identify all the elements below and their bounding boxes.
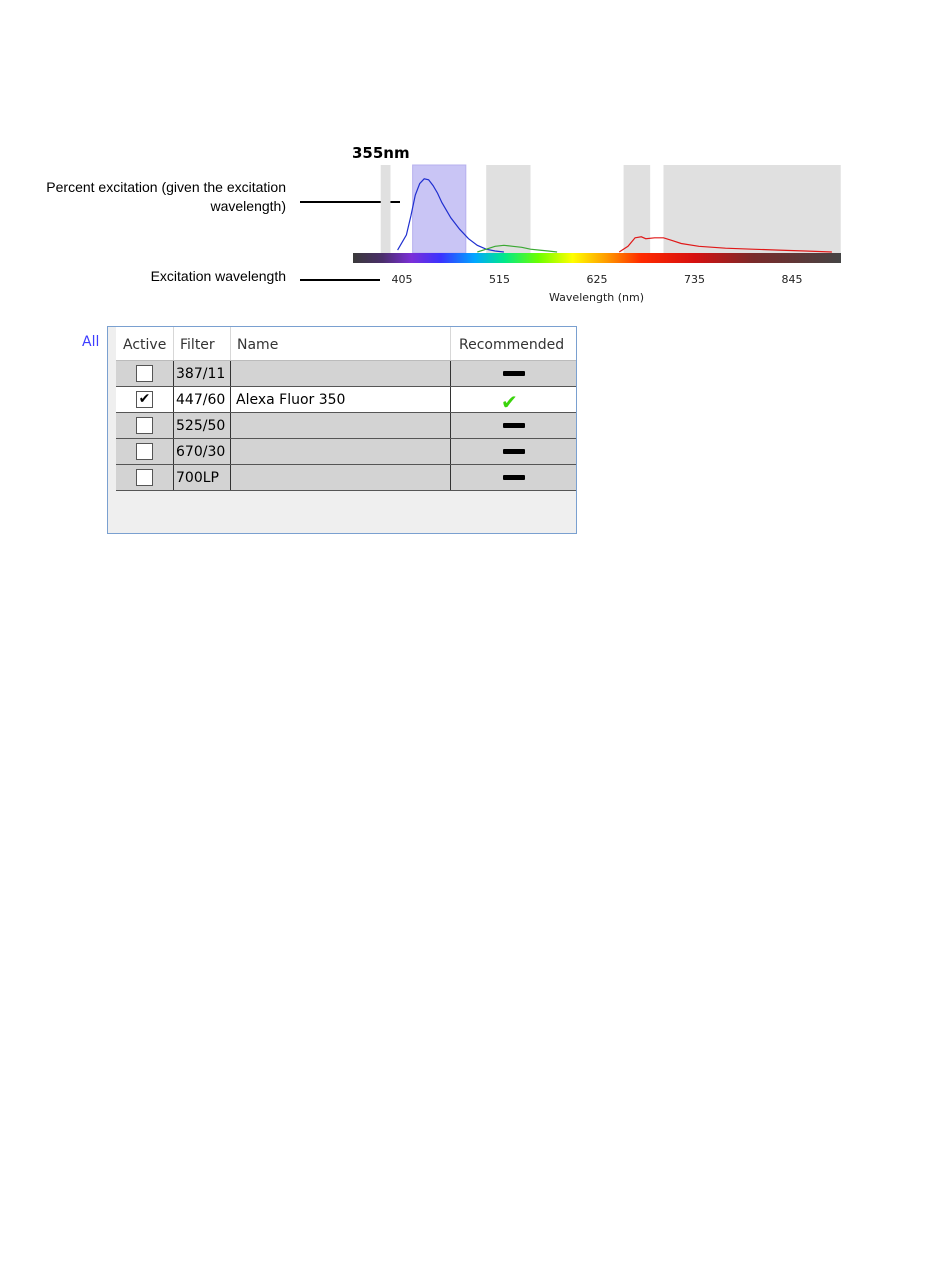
- filter-grid: [107, 326, 577, 534]
- recommended-cell: [451, 465, 576, 490]
- recommended-cell: [451, 439, 576, 464]
- filter-band-447-60: [413, 165, 466, 253]
- filter-band-700LP: [663, 165, 840, 253]
- dash-icon: [503, 449, 525, 454]
- dash-icon: [503, 371, 525, 376]
- filter-cell: 670/30: [174, 439, 231, 464]
- table-row[interactable]: [116, 413, 576, 439]
- dash-icon: [503, 475, 525, 480]
- recommended-cell: [451, 361, 576, 386]
- x-tick-label: 735: [684, 273, 705, 286]
- x-axis-label: Wavelength (nm): [549, 291, 645, 304]
- x-tick-label: 405: [391, 273, 413, 286]
- table-row[interactable]: [116, 387, 576, 413]
- dash-icon: [503, 423, 525, 428]
- name-cell[interactable]: Alexa Fluor 350: [231, 387, 451, 412]
- active-checkbox[interactable]: [136, 469, 153, 486]
- grid-rows: [116, 360, 576, 491]
- select-all-link[interactable]: All: [82, 334, 100, 350]
- filter-cell: 387/11: [174, 361, 231, 386]
- active-cell: [116, 387, 174, 412]
- active-checkbox[interactable]: [136, 365, 153, 382]
- x-tick-label: 845: [781, 273, 803, 286]
- x-tick-label: 625: [586, 273, 608, 286]
- column-header-name[interactable]: Name: [231, 327, 451, 360]
- filter-cell: 525/50: [174, 413, 231, 438]
- check-icon: ✔: [501, 390, 518, 412]
- active-cell: [116, 361, 174, 386]
- filter-cell: 700LP: [174, 465, 231, 490]
- active-cell: [116, 439, 174, 464]
- table-row[interactable]: [116, 361, 576, 387]
- active-checkbox[interactable]: [136, 417, 153, 434]
- recommended-cell: [451, 413, 576, 438]
- active-cell: [116, 413, 174, 438]
- column-header-active[interactable]: Active: [116, 327, 174, 360]
- column-header-filter[interactable]: Filter: [174, 327, 231, 360]
- active-checkbox[interactable]: ✔: [136, 391, 153, 408]
- wavelength-color-bar: [353, 253, 841, 263]
- table-row[interactable]: [116, 439, 576, 465]
- active-checkbox[interactable]: [136, 443, 153, 460]
- column-header-recommended[interactable]: Recommended: [459, 337, 565, 353]
- recommended-cell: [451, 387, 576, 412]
- percent-excitation-callout: Percent excitation (given the excitation wavelength): [46, 179, 286, 214]
- spectrum-chart: [340, 155, 850, 290]
- grid-header: [116, 327, 576, 360]
- name-cell[interactable]: [231, 413, 451, 438]
- name-cell[interactable]: [231, 465, 451, 490]
- name-cell[interactable]: [231, 361, 451, 386]
- name-cell[interactable]: [231, 439, 451, 464]
- filter-band-525-50: [486, 165, 530, 253]
- filter-band-670-30: [624, 165, 651, 253]
- filter-band-387-11: [381, 165, 391, 253]
- x-tick-label: 515: [489, 273, 510, 286]
- excitation-wavelength-callout: Excitation wavelength: [150, 268, 286, 284]
- active-cell: [116, 465, 174, 490]
- laser-wavelength-label: 355nm: [352, 144, 410, 162]
- table-row[interactable]: [116, 465, 576, 491]
- filter-cell: 447/60: [174, 387, 231, 412]
